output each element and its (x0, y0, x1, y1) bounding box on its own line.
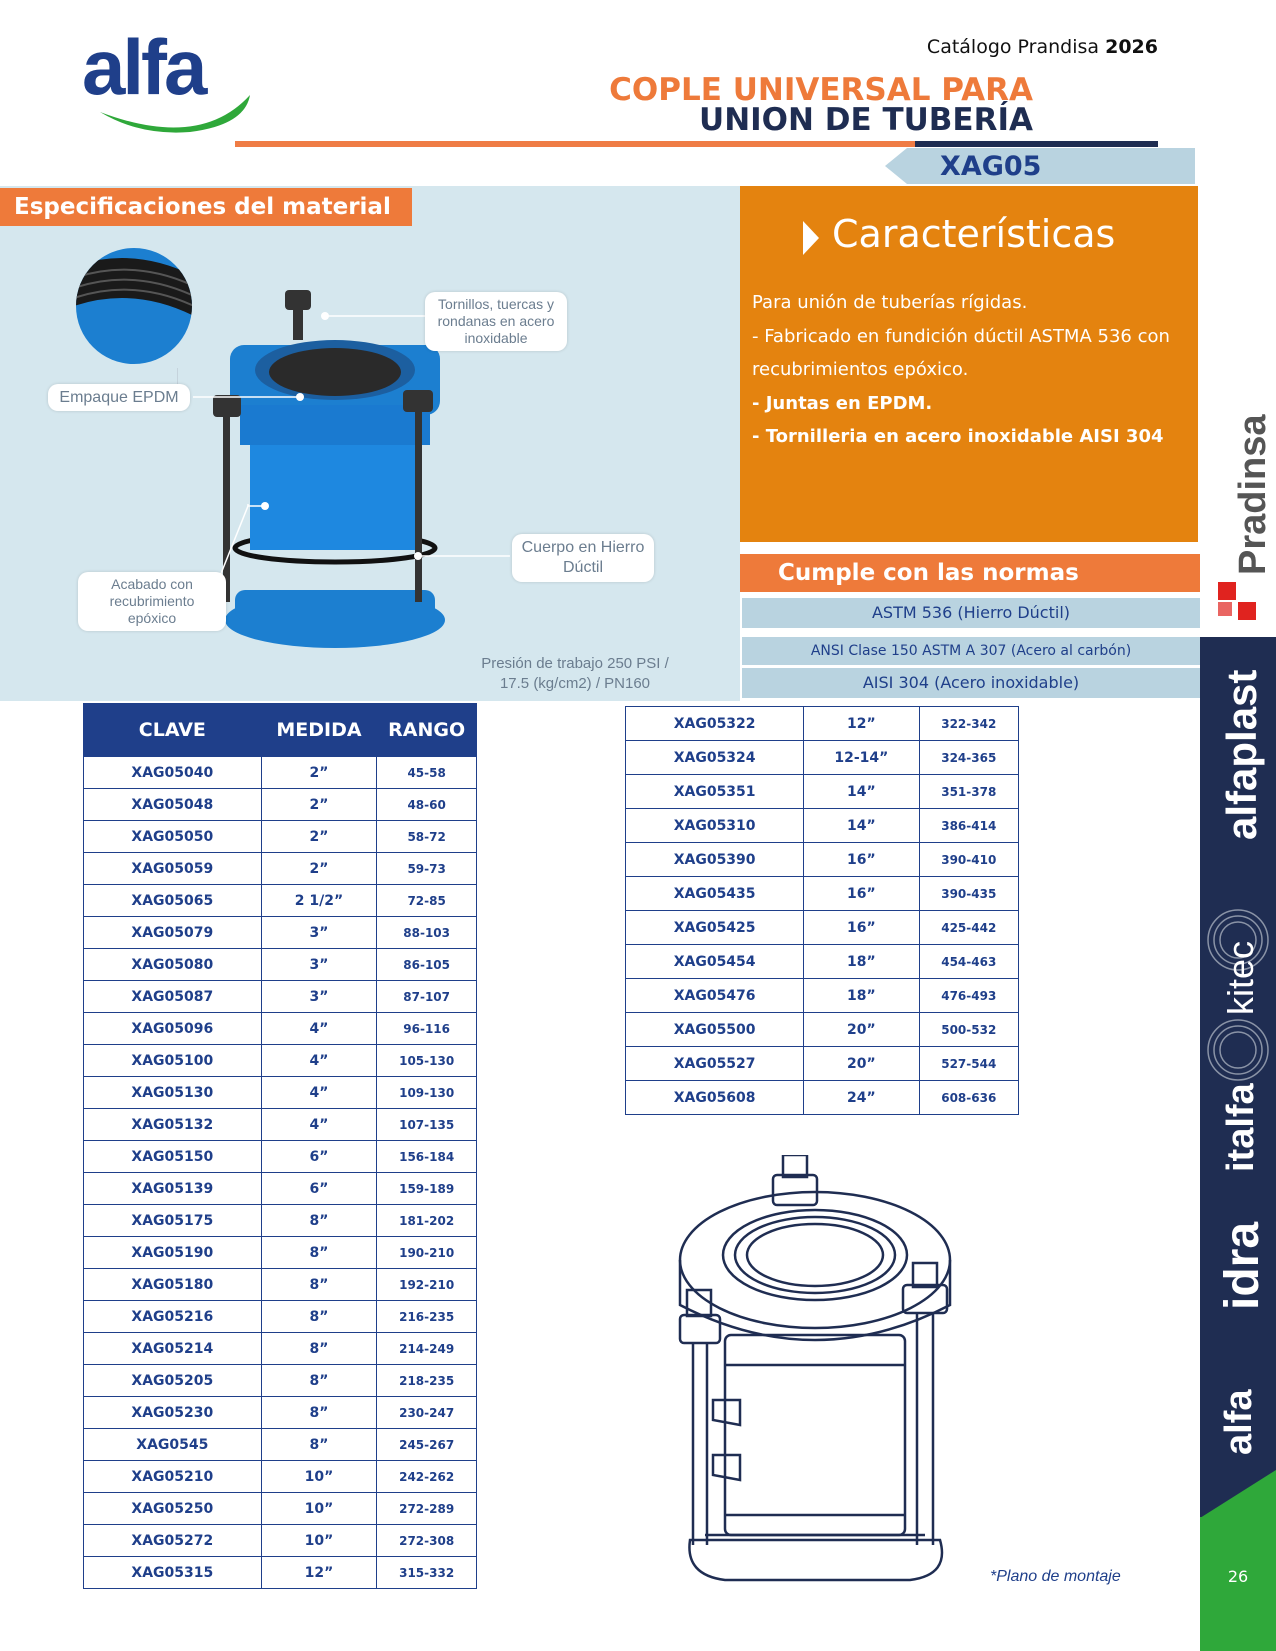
cell-rango: 390-410 (919, 843, 1018, 877)
pradinsa-logo-square (1218, 602, 1232, 616)
cell-clave: XAG05080 (84, 949, 262, 981)
cell-medida: 4” (261, 1013, 377, 1045)
cell-medida: 14” (804, 775, 919, 809)
cell-clave: XAG05096 (84, 1013, 262, 1045)
table-row (84, 1493, 477, 1525)
table-row (84, 917, 477, 949)
cell-medida: 3” (261, 917, 377, 949)
cell-rango: 216-235 (377, 1301, 477, 1333)
cell-medida: 8” (261, 1365, 377, 1397)
cell-clave: XAG05425 (626, 911, 804, 945)
product-table-left (83, 703, 477, 1589)
cell-medida: 4” (261, 1045, 377, 1077)
table-row (84, 1301, 477, 1333)
brand-idra: idra (1216, 1221, 1269, 1310)
cell-rango: 190-210 (377, 1237, 477, 1269)
table-row (626, 741, 1019, 775)
cell-medida: 4” (261, 1077, 377, 1109)
page-number: 26 (1227, 1567, 1249, 1586)
cell-rango: 218-235 (377, 1365, 477, 1397)
cell-medida: 20” (804, 1013, 919, 1047)
callout-bolts: Tornillos, tuercas y rondanas en acero inoxidable (425, 292, 567, 351)
cell-medida: 8” (261, 1269, 377, 1301)
cell-medida: 20” (804, 1047, 919, 1081)
cell-clave: XAG05100 (84, 1045, 262, 1077)
brand-alfa: alfa (1218, 1389, 1260, 1455)
table-row (84, 1013, 477, 1045)
cell-medida: 8” (261, 1429, 377, 1461)
cell-rango: 45-58 (377, 757, 477, 789)
header-rule-orange (235, 141, 915, 147)
cell-clave: XAG05310 (626, 809, 804, 843)
cell-rango: 48-60 (377, 789, 477, 821)
cell-clave: XAG05210 (84, 1461, 262, 1493)
cell-clave: XAG05216 (84, 1301, 262, 1333)
callout-body: Cuerpo en Hierro Dúctil (512, 534, 654, 582)
table-row (626, 1081, 1019, 1115)
cell-clave: XAG05139 (84, 1173, 262, 1205)
cell-medida: 8” (261, 1205, 377, 1237)
header-medida: MEDIDA (261, 704, 377, 757)
cell-medida: 3” (261, 981, 377, 1013)
cell-clave: XAG05435 (626, 877, 804, 911)
cell-rango: 156-184 (377, 1141, 477, 1173)
table-row (84, 949, 477, 981)
cell-rango: 527-544 (919, 1047, 1018, 1081)
table-row (84, 885, 477, 917)
cell-clave: XAG05315 (84, 1557, 262, 1589)
cell-rango: 87-107 (377, 981, 477, 1013)
table-row (84, 1557, 477, 1589)
table-row (84, 1045, 477, 1077)
brand-italfa: italfa (1220, 1083, 1262, 1172)
table-row (84, 757, 477, 789)
table-row (626, 843, 1019, 877)
table-row (626, 775, 1019, 809)
product-table-right (625, 706, 1019, 1115)
cell-rango: 230-247 (377, 1397, 477, 1429)
pradinsa-logo-square (1218, 582, 1236, 600)
product-code: XAG05 (940, 151, 1042, 182)
cell-medida: 14” (804, 809, 919, 843)
table-row (84, 1461, 477, 1493)
cell-rango: 72-85 (377, 885, 477, 917)
cell-medida: 12” (261, 1557, 377, 1589)
cell-clave: XAG05454 (626, 945, 804, 979)
table-row (84, 1429, 477, 1461)
cell-rango: 454-463 (919, 945, 1018, 979)
table-row (84, 1077, 477, 1109)
page-title-line2: UNION DE TUBERÍA (699, 102, 1033, 138)
pressure-rating: Presión de trabajo 250 PSI / 17.5 (kg/cm2) / PN160 (481, 655, 669, 692)
table-row (626, 911, 1019, 945)
cell-clave: XAG05190 (84, 1237, 262, 1269)
cell-medida: 16” (804, 911, 919, 945)
header-rule-navy (915, 141, 1158, 147)
table-row (84, 1205, 477, 1237)
cell-rango: 386-414 (919, 809, 1018, 843)
callout-finish: Acabado con recubrimiento epóxico (78, 572, 226, 631)
cell-clave: XAG05079 (84, 917, 262, 949)
cell-clave: XAG05175 (84, 1205, 262, 1237)
table-row (84, 1269, 477, 1301)
cell-rango: 322-342 (919, 707, 1018, 741)
cell-clave: XAG05132 (84, 1109, 262, 1141)
catalog-label: Catálogo Prandisa 2026 (926, 36, 1158, 58)
norms-title: Cumple con las normas (740, 554, 1200, 592)
cell-medida: 2” (261, 757, 377, 789)
table-row (84, 1141, 477, 1173)
table-row (84, 1333, 477, 1365)
header-rango: RANGO (377, 704, 477, 757)
cell-medida: 6” (261, 1141, 377, 1173)
cell-clave: XAG05050 (84, 821, 262, 853)
cell-medida: 10” (261, 1461, 377, 1493)
header-clave: CLAVE (84, 704, 262, 757)
cell-clave: XAG05527 (626, 1047, 804, 1081)
cell-clave: XAG05272 (84, 1525, 262, 1557)
cell-medida: 10” (261, 1525, 377, 1557)
cell-clave: XAG05250 (84, 1493, 262, 1525)
cell-clave: XAG05150 (84, 1141, 262, 1173)
cell-rango: 107-135 (377, 1109, 477, 1141)
table-row (626, 1047, 1019, 1081)
cell-clave: XAG0545 (84, 1429, 262, 1461)
table-row (84, 1237, 477, 1269)
cell-medida: 4” (261, 1109, 377, 1141)
cell-rango: 351-378 (919, 775, 1018, 809)
cell-clave: XAG05230 (84, 1397, 262, 1429)
cell-rango: 58-72 (377, 821, 477, 853)
cell-rango: 86-105 (377, 949, 477, 981)
table-row (84, 821, 477, 853)
cell-medida: 2” (261, 853, 377, 885)
table-row (84, 1365, 477, 1397)
cell-medida: 12” (804, 707, 919, 741)
table-row (84, 1397, 477, 1429)
alfa-logo: alfa (82, 23, 205, 111)
cell-rango: 425-442 (919, 911, 1018, 945)
cell-clave: XAG05087 (84, 981, 262, 1013)
brand-alfaplast: alfaplast (1218, 669, 1265, 840)
cell-rango: 59-73 (377, 853, 477, 885)
cell-clave: XAG05390 (626, 843, 804, 877)
cell-rango: 245-267 (377, 1429, 477, 1461)
table-row (626, 979, 1019, 1013)
cell-clave: XAG05048 (84, 789, 262, 821)
cell-rango: 105-130 (377, 1045, 477, 1077)
characteristics-body: Para unión de tuberías rígidas. - Fabricado en fundición dúctil ASTMA 536 con recubrimientos epóxico. - Juntas en EPDM. - Tornilleria en acero inoxidable AISI 304 (752, 292, 1170, 447)
cell-rango: 159-189 (377, 1173, 477, 1205)
cell-medida: 3” (261, 949, 377, 981)
cell-medida: 24” (804, 1081, 919, 1115)
table-row (84, 981, 477, 1013)
cell-rango: 96-116 (377, 1013, 477, 1045)
table-row (626, 707, 1019, 741)
logo-swoosh-icon (80, 40, 260, 135)
cell-clave: XAG05322 (626, 707, 804, 741)
page-title-line1: COPLE UNIVERSAL PARA (609, 72, 1033, 108)
cell-rango: 88-103 (377, 917, 477, 949)
cell-rango: 181-202 (377, 1205, 477, 1237)
brand-kitec: kitec (1220, 940, 1261, 1015)
table-row (626, 945, 1019, 979)
cell-clave: XAG05040 (84, 757, 262, 789)
cell-medida: 12-14” (804, 741, 919, 775)
cell-clave: XAG05476 (626, 979, 804, 1013)
cell-rango: 608-636 (919, 1081, 1018, 1115)
cell-rango: 476-493 (919, 979, 1018, 1013)
cell-rango: 324-365 (919, 741, 1018, 775)
play-arrow-icon (803, 221, 819, 255)
cell-clave: XAG05500 (626, 1013, 804, 1047)
cell-medida: 2” (261, 821, 377, 853)
cell-clave: XAG05065 (84, 885, 262, 917)
norm-item: ANSI Clase 150 ASTM A 307 (Acero al carbón) (742, 637, 1200, 665)
cell-medida: 2” (261, 789, 377, 821)
cell-medida: 8” (261, 1237, 377, 1269)
cell-clave: XAG05180 (84, 1269, 262, 1301)
table-row (626, 1013, 1019, 1047)
norm-item: AISI 304 (Acero inoxidable) (742, 668, 1200, 698)
table-row (84, 853, 477, 885)
table-row (84, 789, 477, 821)
assembly-drawing (665, 1155, 965, 1595)
spec-title: Especificaciones del material (0, 188, 412, 226)
characteristics-title: Características (832, 212, 1116, 256)
cell-medida: 18” (804, 979, 919, 1013)
cell-clave: XAG05351 (626, 775, 804, 809)
cell-clave: XAG05130 (84, 1077, 262, 1109)
cell-clave: XAG05214 (84, 1333, 262, 1365)
cell-rango: 272-289 (377, 1493, 477, 1525)
cell-clave: XAG05608 (626, 1081, 804, 1115)
cell-rango: 272-308 (377, 1525, 477, 1557)
cell-medida: 6” (261, 1173, 377, 1205)
cell-medida: 8” (261, 1301, 377, 1333)
cell-medida: 2 1/2” (261, 885, 377, 917)
cell-medida: 16” (804, 877, 919, 911)
table-row (84, 1525, 477, 1557)
cell-medida: 18” (804, 945, 919, 979)
pradinsa-logo-square (1238, 602, 1256, 620)
callout-gasket: Empaque EPDM (48, 384, 190, 411)
cell-medida: 8” (261, 1397, 377, 1429)
cell-rango: 500-532 (919, 1013, 1018, 1047)
table-row (84, 1109, 477, 1141)
brand-pradinsa: Pradinsa (1232, 414, 1274, 575)
cell-clave: XAG05059 (84, 853, 262, 885)
cell-medida: 16” (804, 843, 919, 877)
cell-clave: XAG05324 (626, 741, 804, 775)
cell-clave: XAG05205 (84, 1365, 262, 1397)
norm-item: ASTM 536 (Hierro Dúctil) (742, 598, 1200, 628)
cell-rango: 192-210 (377, 1269, 477, 1301)
cell-medida: 10” (261, 1493, 377, 1525)
cell-rango: 242-262 (377, 1461, 477, 1493)
cell-rango: 390-435 (919, 877, 1018, 911)
cell-medida: 8” (261, 1333, 377, 1365)
table-row (626, 877, 1019, 911)
table-row (626, 809, 1019, 843)
table-row (84, 1173, 477, 1205)
cell-rango: 315-332 (377, 1557, 477, 1589)
cell-rango: 214-249 (377, 1333, 477, 1365)
cell-rango: 109-130 (377, 1077, 477, 1109)
drawing-note: *Plano de montaje (990, 1568, 1121, 1585)
